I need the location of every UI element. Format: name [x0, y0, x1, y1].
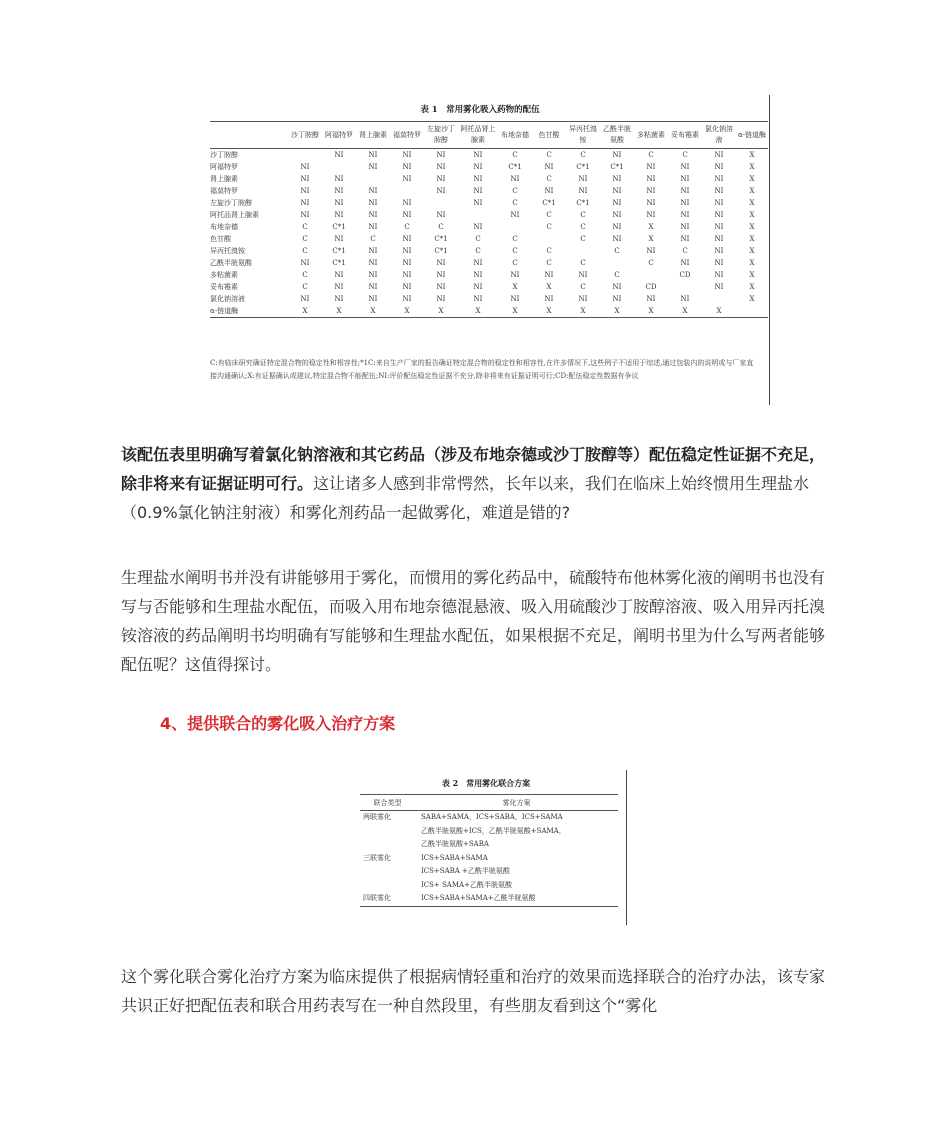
table1-column-header: 阿托品肾上腺素	[458, 122, 498, 149]
table1-column-header: 色甘酸	[532, 122, 566, 149]
combination-type	[360, 879, 415, 893]
table-cell: NI	[300, 187, 310, 195]
table-cell	[566, 245, 600, 257]
table-cell: NI	[680, 295, 690, 303]
table-cell: NI	[646, 163, 656, 171]
table-cell: NI	[368, 259, 378, 267]
table-cell: NI	[334, 283, 344, 291]
combination-scheme: ICS+ SAMA+乙酰半胱氨酸	[421, 880, 512, 889]
table-cell: C*1	[332, 259, 346, 267]
table-cell: NI	[544, 271, 554, 279]
table-cell: X	[424, 305, 458, 318]
table-cell: NI	[368, 187, 378, 195]
table-cell: X	[749, 187, 755, 195]
table-row	[360, 892, 618, 906]
table-cell: NI	[368, 199, 378, 207]
table-cell: NI	[300, 199, 310, 207]
table1-footnote: C:有临床研究确证特定混合物的稳定性和相容性;*1C:来自生产厂家的报告确证特定混合物的稳定性和相容性,在许多情况下,这些例子不适用于综述,通过包装内的说明或与厂家直接沟通确认;X:有证据确认或建议,特定混合物不能配伍;NI:评价配伍稳定性证据不充分,除非将来有证据证明可行;CD:配伍稳定性数据有争议	[210, 359, 754, 380]
table-cell: C	[512, 187, 518, 195]
table2-title: 表 2 常用雾化联合方案	[441, 778, 531, 788]
table1-column-header: 沙丁胺醇	[288, 122, 322, 149]
table-cell: CD	[645, 283, 657, 291]
row-label: 色甘酸	[210, 235, 231, 243]
table-cell: NI	[473, 151, 483, 159]
table-cell: C*1	[434, 247, 448, 255]
table-row	[210, 209, 768, 221]
table-cell: NI	[402, 259, 412, 267]
table-cell: NI	[436, 295, 446, 303]
table-cell: NI	[714, 283, 724, 291]
table-row	[360, 879, 618, 893]
table-cell	[634, 269, 668, 281]
table-cell	[288, 149, 322, 162]
table-cell: NI	[368, 283, 378, 291]
table-cell: NI	[612, 295, 622, 303]
table-cell: C	[512, 247, 518, 255]
table1-column-header: 布地奈德	[498, 122, 532, 149]
table-row	[210, 293, 768, 305]
table-cell: CD	[679, 271, 691, 279]
table1-corner	[210, 122, 288, 149]
table-cell: NI	[544, 163, 554, 171]
table-cell: X	[749, 283, 755, 291]
table-cell: X	[498, 305, 532, 318]
table-row	[210, 305, 768, 318]
table-cell: C	[512, 259, 518, 267]
combination-type	[360, 838, 415, 852]
table-cell: NI	[368, 163, 378, 171]
table-cell: C*1	[576, 199, 590, 207]
table-cell: NI	[436, 163, 446, 171]
row-label: 妥布霉素	[210, 283, 238, 291]
table-cell: NI	[646, 295, 656, 303]
combination-type: 四联雾化	[360, 892, 415, 906]
table-cell: NI	[612, 175, 622, 183]
table-cell: NI	[680, 259, 690, 267]
combination-scheme: ICS+SABA+SAMA+乙酰半胱氨酸	[415, 892, 618, 906]
table-cell: NI	[473, 271, 483, 279]
table-cell: NI	[334, 295, 344, 303]
table-cell	[736, 305, 768, 318]
row-label: 阿托品肾上腺素	[210, 211, 259, 219]
table-cell: NI	[714, 235, 724, 243]
table-cell: NI	[402, 151, 412, 159]
table-cell: C	[580, 151, 586, 159]
table2-header-type: 联合类型	[360, 795, 415, 811]
table-cell: NI	[544, 295, 554, 303]
table-cell: C	[302, 235, 308, 243]
table-cell: NI	[510, 175, 520, 183]
row-label: 多粘菌素	[210, 271, 238, 279]
table-cell: NI	[402, 199, 412, 207]
table-row	[210, 245, 768, 257]
table1-column-header: 左旋沙丁胺醇	[424, 122, 458, 149]
table-cell: X	[749, 235, 755, 243]
row-label: 左旋沙丁胺醇	[210, 199, 252, 207]
table-row	[360, 865, 618, 879]
table-cell: C*1	[542, 199, 556, 207]
table-cell: NI	[612, 151, 622, 159]
table-cell: C	[682, 247, 688, 255]
table-cell: NI	[436, 259, 446, 267]
table-cell: NI	[473, 187, 483, 195]
table-cell: C	[404, 223, 410, 231]
table-cell: C*1	[332, 223, 346, 231]
table-cell	[702, 293, 736, 305]
table-row	[210, 185, 768, 197]
table-cell: NI	[334, 211, 344, 219]
table-cell: NI	[436, 151, 446, 159]
table-cell: NI	[334, 175, 344, 183]
table-cell: NI	[300, 163, 310, 171]
table-cell: NI	[714, 199, 724, 207]
table-row	[210, 149, 768, 162]
table-cell: C	[370, 235, 376, 243]
table-cell: X	[322, 305, 356, 318]
table2-header-scheme: 雾化方案	[415, 795, 618, 811]
table-cell: NI	[368, 271, 378, 279]
table-cell: X	[390, 305, 424, 318]
table-cell	[498, 221, 532, 233]
table-cell: C	[580, 235, 586, 243]
table-cell: NI	[473, 199, 483, 207]
table-cell: X	[749, 163, 755, 171]
table-cell: NI	[646, 199, 656, 207]
table-cell: C	[648, 259, 654, 267]
table-row	[210, 233, 768, 245]
table-cell: NI	[680, 163, 690, 171]
table-row	[360, 852, 618, 866]
table-cell: C	[302, 223, 308, 231]
table-cell: C	[475, 247, 481, 255]
table-cell: NI	[300, 175, 310, 183]
table-row	[210, 269, 768, 281]
table-cell: X	[749, 295, 755, 303]
table1-column-header: 异丙托溴铵	[566, 122, 600, 149]
combination-type: 三联雾化	[363, 853, 391, 862]
table-cell: NI	[680, 211, 690, 219]
combination-type	[360, 825, 415, 839]
table-row	[210, 161, 768, 173]
table-row	[210, 257, 768, 269]
table-cell: X	[749, 211, 755, 219]
table-cell: NI	[544, 187, 554, 195]
table1-column-header: 氯化钠溶液	[702, 122, 736, 149]
table-cell: X	[546, 283, 552, 291]
table-cell	[322, 161, 356, 173]
table-cell: X	[749, 259, 755, 267]
row-label: 布地奈德	[210, 223, 238, 231]
table-cell: C	[302, 271, 308, 279]
table-cell: C	[580, 223, 586, 231]
table-cell: NI	[402, 175, 412, 183]
table1-header-row	[210, 122, 768, 149]
table-cell: NI	[300, 259, 310, 267]
table-cell: NI	[680, 235, 690, 243]
table-cell: C	[580, 283, 586, 291]
table-cell: X	[749, 271, 755, 279]
row-label: 异丙托溴铵	[210, 247, 245, 255]
table-cell	[458, 209, 498, 221]
table-cell: NI	[680, 175, 690, 183]
table2-figure	[355, 770, 627, 925]
table-cell: NI	[368, 151, 378, 159]
figure-border	[626, 770, 627, 925]
table1-column-header: 阿福特罗	[322, 122, 356, 149]
table-cell: NI	[612, 199, 622, 207]
table-cell: X	[749, 151, 755, 159]
table-cell: X	[702, 305, 736, 318]
table-cell: C*1	[576, 163, 590, 171]
table-cell: C*1	[610, 163, 624, 171]
table-cell: NI	[714, 271, 724, 279]
table-cell: NI	[510, 271, 520, 279]
table-cell: NI	[300, 295, 310, 303]
row-label: α-链道酶	[210, 305, 288, 318]
table-cell: NI	[714, 151, 724, 159]
combination-table	[360, 794, 618, 907]
row-label: 福莫特罗	[210, 187, 238, 195]
table-cell: NI	[334, 151, 344, 159]
paragraph-1-bold: 该配伍表里明确写着氯化钠溶液和其它药品（涉及布地奈德或沙丁胺醇等）配伍稳定性证据不充足，除非将来有证据证明可行。	[121, 445, 826, 493]
table-cell: NI	[473, 175, 483, 183]
table-cell	[390, 185, 424, 197]
table-cell: NI	[680, 223, 690, 231]
table-cell: NI	[368, 247, 378, 255]
table-cell: NI	[578, 175, 588, 183]
table-cell: NI	[714, 187, 724, 195]
table-cell: NI	[402, 295, 412, 303]
table-cell: C	[438, 223, 444, 231]
table-cell: C	[546, 247, 552, 255]
row-label: 肾上腺素	[210, 175, 238, 183]
table-cell: C	[614, 247, 620, 255]
row-label: 沙丁胺醇	[210, 151, 238, 159]
table-cell: C*1	[434, 235, 448, 243]
table-cell: C	[546, 223, 552, 231]
table-cell: NI	[510, 211, 520, 219]
table-cell: C	[512, 235, 518, 243]
combination-scheme: ICS+SABA+SAMA	[421, 853, 488, 862]
paragraph-3: 这个雾化联合雾化治疗方案为临床提供了根据病情轻重和治疗的效果而选择联合的治疗办法，该专家共识正好把配伍表和联合用药表写在一种自然段里，有些朋友看到这个“雾化	[121, 967, 826, 1015]
table-cell	[668, 281, 702, 293]
table-cell: NI	[368, 223, 378, 231]
table-cell: C	[682, 151, 688, 159]
combination-type	[360, 865, 415, 879]
table-cell: NI	[612, 223, 622, 231]
table-cell: NI	[402, 163, 412, 171]
table-cell: NI	[510, 295, 520, 303]
table-cell: NI	[714, 175, 724, 183]
table-cell: C	[302, 283, 308, 291]
table-cell	[532, 233, 566, 245]
table-cell: NI	[473, 163, 483, 171]
table-cell: NI	[436, 187, 446, 195]
table-cell: X	[634, 305, 668, 318]
table-cell: NI	[402, 271, 412, 279]
table-cell: NI	[436, 271, 446, 279]
paragraph-1-normal: 这让诸多人感到非常愕然，长年以来，我们在临床上始终惯用生理盐水（0.9%氯化钠注射液）和雾化剂药品一起做雾化，难道是错的?	[121, 474, 810, 522]
table-cell: X	[648, 235, 654, 243]
table-cell: C	[512, 199, 518, 207]
table-row	[210, 281, 768, 293]
table-cell: NI	[646, 187, 656, 195]
table-cell: NI	[612, 235, 622, 243]
table-cell: X	[600, 305, 634, 318]
table-cell: X	[749, 247, 755, 255]
table-cell: NI	[368, 295, 378, 303]
table-cell: NI	[714, 223, 724, 231]
table-cell: NI	[436, 283, 446, 291]
table-cell: C	[546, 151, 552, 159]
table-cell: X	[288, 305, 322, 318]
table-cell: C	[512, 151, 518, 159]
table-cell: NI	[612, 283, 622, 291]
table-cell: NI	[300, 211, 310, 219]
table-cell: NI	[646, 247, 656, 255]
combination-scheme: 乙酰半胱氨酸+ICS，乙酰半胱氨酸+SAMA，	[421, 826, 566, 835]
table-cell: NI	[646, 211, 656, 219]
table-cell: NI	[612, 187, 622, 195]
table-cell: X	[356, 305, 390, 318]
table-row	[360, 838, 618, 852]
table-row	[360, 811, 618, 825]
table-cell	[356, 173, 390, 185]
table-cell: NI	[473, 259, 483, 267]
table-cell: NI	[578, 187, 588, 195]
table-cell: NI	[436, 175, 446, 183]
table1-column-header: 多粘菌素	[634, 122, 668, 149]
table-cell: NI	[334, 199, 344, 207]
table-cell: NI	[436, 211, 446, 219]
table-cell: NI	[646, 175, 656, 183]
table-cell: NI	[714, 211, 724, 219]
table-cell: NI	[402, 283, 412, 291]
figure-border	[769, 95, 770, 405]
table-cell: NI	[473, 283, 483, 291]
table1-column-header: 福莫特罗	[390, 122, 424, 149]
table-cell: C	[475, 235, 481, 243]
section-heading: 4、提供联合的雾化吸入治疗方案	[160, 714, 396, 733]
table-cell: X	[458, 305, 498, 318]
table-row	[210, 197, 768, 209]
table-cell	[600, 257, 634, 269]
table2-header-row	[360, 795, 618, 811]
table-cell: C	[614, 271, 620, 279]
table1-column-header: 妥布霉素	[668, 122, 702, 149]
table-cell: C	[648, 151, 654, 159]
table-cell: NI	[578, 295, 588, 303]
paragraph-2: 生理盐水阐明书并没有讲能够用于雾化，而惯用的雾化药品中，硫酸特布他林雾化液的阐明书也没有写与否能够和生理盐水配伍，而吸入用布地奈德混悬液、吸入用硫酸沙丁胺醇溶液、吸入用异丙托溴铵溶液的药品阐明书均明确有写能够和生理盐水配伍，如果根据不充足，阐明书里为什么写两者能够配伍呢？这值得探讨。	[121, 568, 826, 674]
row-label: 阿福特罗	[210, 163, 238, 171]
row-label: 乙酰半胱氨酸	[210, 259, 252, 267]
table-cell: NI	[402, 211, 412, 219]
table-cell: NI	[578, 271, 588, 279]
table-cell: NI	[473, 295, 483, 303]
table-cell: X	[749, 199, 755, 207]
compatibility-table	[210, 121, 768, 318]
table-cell: X	[648, 223, 654, 231]
table-cell: NI	[334, 235, 344, 243]
table-cell: X	[749, 223, 755, 231]
table1-column-header: 肾上腺素	[356, 122, 390, 149]
table1-column-header: 乙酰半胱氨酸	[600, 122, 634, 149]
table-cell: NI	[612, 211, 622, 219]
combination-scheme: SABA+SAMA，ICS+SABA，ICS+SAMA	[421, 813, 563, 821]
table-cell: NI	[402, 247, 412, 255]
table-cell	[424, 197, 458, 209]
table-cell: X	[532, 305, 566, 318]
table-cell: NI	[473, 223, 483, 231]
table-cell: C	[302, 247, 308, 255]
paragraph-1	[121, 440, 833, 527]
table-cell: NI	[714, 247, 724, 255]
table1-title: 表 1 常用雾化吸入药物的配伍	[420, 105, 540, 115]
row-label: 氯化钠溶液	[210, 295, 245, 303]
table-cell: C	[580, 259, 586, 267]
table-cell: C	[580, 211, 586, 219]
table-cell: X	[512, 283, 518, 291]
table-cell: NI	[334, 187, 344, 195]
table-cell: X	[668, 305, 702, 318]
table1-column-header: α-链道酶	[736, 122, 768, 149]
table-cell: NI	[680, 199, 690, 207]
table-cell: NI	[714, 163, 724, 171]
table-row	[210, 221, 768, 233]
table-cell: NI	[680, 187, 690, 195]
table-cell: NI	[402, 235, 412, 243]
table1-figure	[200, 95, 770, 405]
table-cell: NI	[368, 211, 378, 219]
table-cell: C*1	[508, 163, 522, 171]
table-cell: X	[749, 175, 755, 183]
table-cell: C	[546, 211, 552, 219]
table-cell: C*1	[332, 247, 346, 255]
combination-scheme: 乙酰半胱氨酸+SABA	[421, 840, 489, 848]
table-cell: X	[566, 305, 600, 318]
table-cell: NI	[714, 259, 724, 267]
table-cell: C	[546, 175, 552, 183]
table-row	[210, 173, 768, 185]
table-cell: C	[546, 259, 552, 267]
table-cell: NI	[334, 271, 344, 279]
combination-scheme: ICS+SABA +乙酰半胱氨酸	[421, 867, 510, 875]
combination-type: 两联雾化	[363, 813, 391, 821]
table-row	[360, 825, 618, 839]
